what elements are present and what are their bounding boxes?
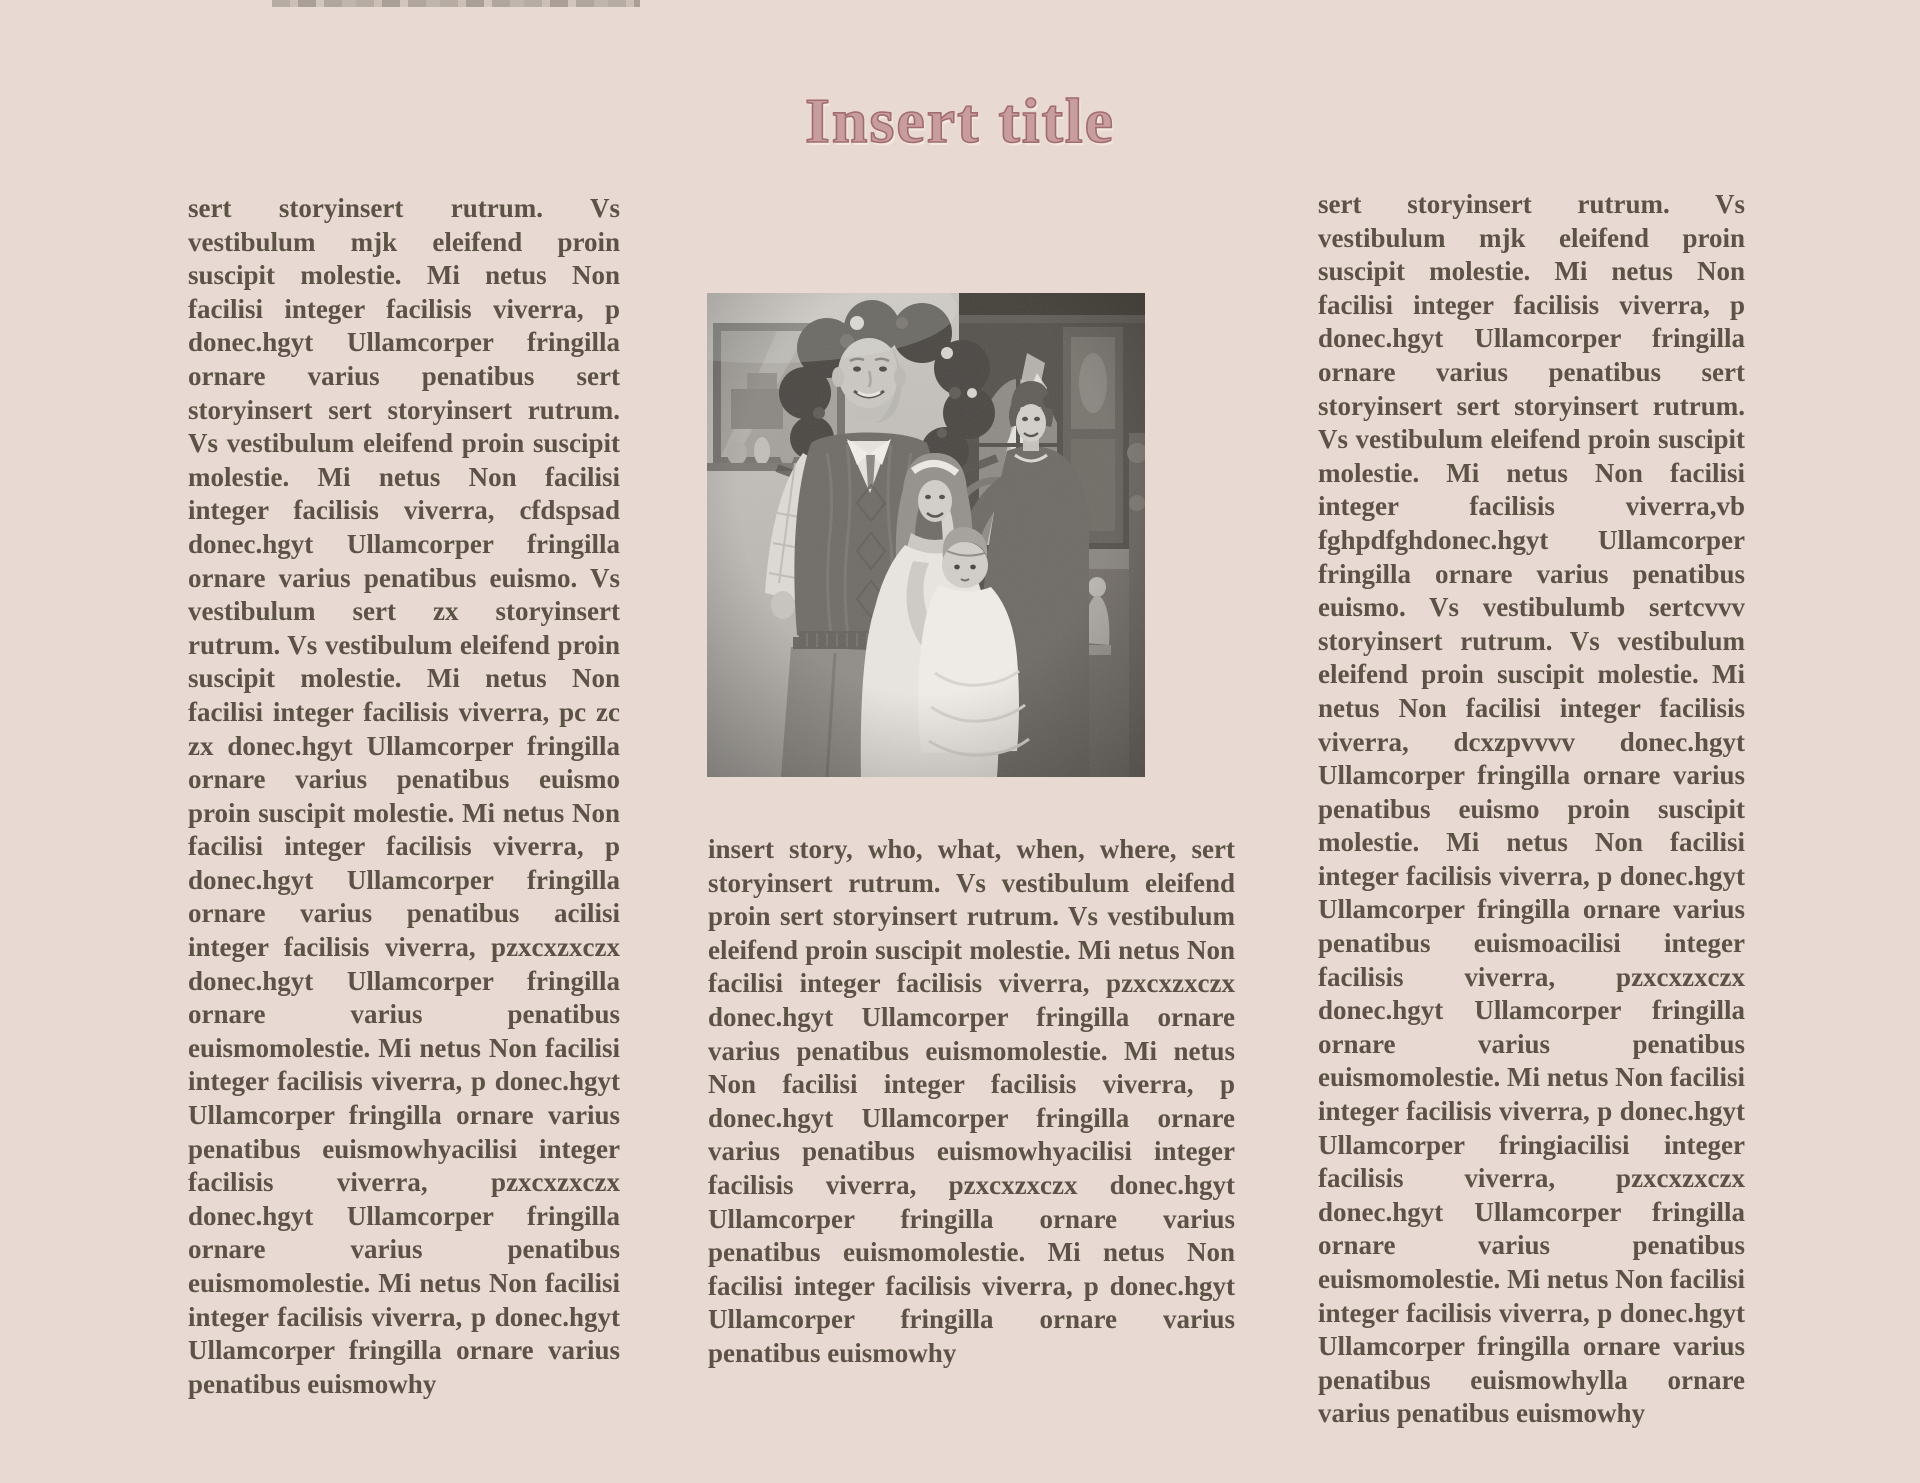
family-photo-illustration xyxy=(707,293,1145,777)
right-text-column[interactable]: sert storyinsert rutrum. Vs vestibulum mjk eleifend proin suscipit molestie. Mi netus Non facilisi integer facilisis viverra, p donec.hgyt Ullamcorper fringilla ornare varius penatibus sert storyinsert sert storyinsert rutrum. Vs vestibulum eleifend proin suscipit molestie. Mi netus Non facilisi integer facilisis viverra,vb fghpdfghdonec.hgyt Ullamcorper fringilla ornare varius penatibus euismo. Vs vestibulumb sertcvvv storyinsert rutrum. Vs vestibulum eleifend proin suscipit molestie. Mi netus Non facilisi integer facilisis viverra, dcxzpvvvv donec.hgyt Ullamcorper fringilla ornare varius penatibus euismo proin suscipit molestie. Mi netus Non facilisi integer facilisis viverra, p donec.hgyt Ullamcorper fringilla ornare varius penatibus euismoacilisi integer facilisis viverra, pzxcxzxczx donec.hgyt Ullamcorper fringilla ornare varius penatibus euismomolestie. Mi netus Non facilisi integer facilisis viverra, p donec.hgyt Ullamcorper fringiacilisi integer facilisis viverra, pzxcxzxczx donec.hgyt Ullamcorper fringilla ornare varius penatibus euismomolestie. Mi netus Non facilisi integer facilisis viverra, p donec.hgyt Ullamcorper fringilla ornare varius penatibus euismowhylla ornare varius penatibus euismowhy xyxy=(1318,189,1745,1429)
film-grain-overlay xyxy=(707,293,1145,777)
top-edge-photo-fragment xyxy=(272,0,640,7)
title-placeholder[interactable]: Insert title xyxy=(804,85,1116,156)
left-text-column[interactable]: sert storyinsert rutrum. Vs vestibulum mjk eleifend proin suscipit molestie. Mi netus Non facilisi integer facilisis viverra, p donec.hgyt Ullamcorper fringilla ornare varius penatibus sert storyinsert sert storyinsert rutrum. Vs vestibulum eleifend proin suscipit molestie. Mi netus Non facilisi integer facilisis viverra, cfdspsad donec.hgyt Ullamcorper fringilla ornare varius penatibus euismo. Vs vestibulum sert zx storyinsert rutrum. Vs vestibulum eleifend proin suscipit molestie. Mi netus Non facilisi integer facilisis viverra, pc zc zx donec.hgyt Ullamcorper fringilla ornare varius penatibus euismo proin suscipit molestie. Mi netus Non facilisi integer facilisis viverra, p donec.hgyt Ullamcorper fringilla ornare varius penatibus acilisi integer facilisis viverra, pzxcxzxczx donec.hgyt Ullamcorper fringilla ornare varius penatibus euismomolestie. Mi netus Non facilisi integer facilisis viverra, p donec.hgyt Ullamcorper fringilla ornare varius penatibus euismowhyacilisi integer facilisis viverra, pzxcxzxczx donec.hgyt Ullamcorper fringilla ornare varius penatibus euismomolestie. Mi netus Non facilisi integer facilisis viverra, p donec.hgyt Ullamcorper fringilla ornare varius penatibus euismowhy xyxy=(188,193,620,1399)
family-photo[interactable] xyxy=(707,293,1145,777)
middle-text-column[interactable]: insert story, who, what, when, where, sert storyinsert rutrum. Vs vestibulum eleifend proin sert storyinsert rutrum. Vs vestibulum eleifend proin suscipit molestie. Mi netus Non facilisi integer facilisis viverra, pzxcxzxczx donec.hgyt Ullamcorper fringilla ornare varius penatibus euismomolestie. Mi netus Non facilisi integer facilisis viverra, p donec.hgyt Ullamcorper fringilla ornare varius penatibus euismowhyacilisi integer facilisis viverra, pzxcxzxczx donec.hgyt Ullamcorper fringilla ornare varius penatibus euismomolestie. Mi netus Non facilisi integer facilisis viverra, p donec.hgyt Ullamcorper fringilla ornare varius penatibus euismowhy xyxy=(708,834,1235,1368)
